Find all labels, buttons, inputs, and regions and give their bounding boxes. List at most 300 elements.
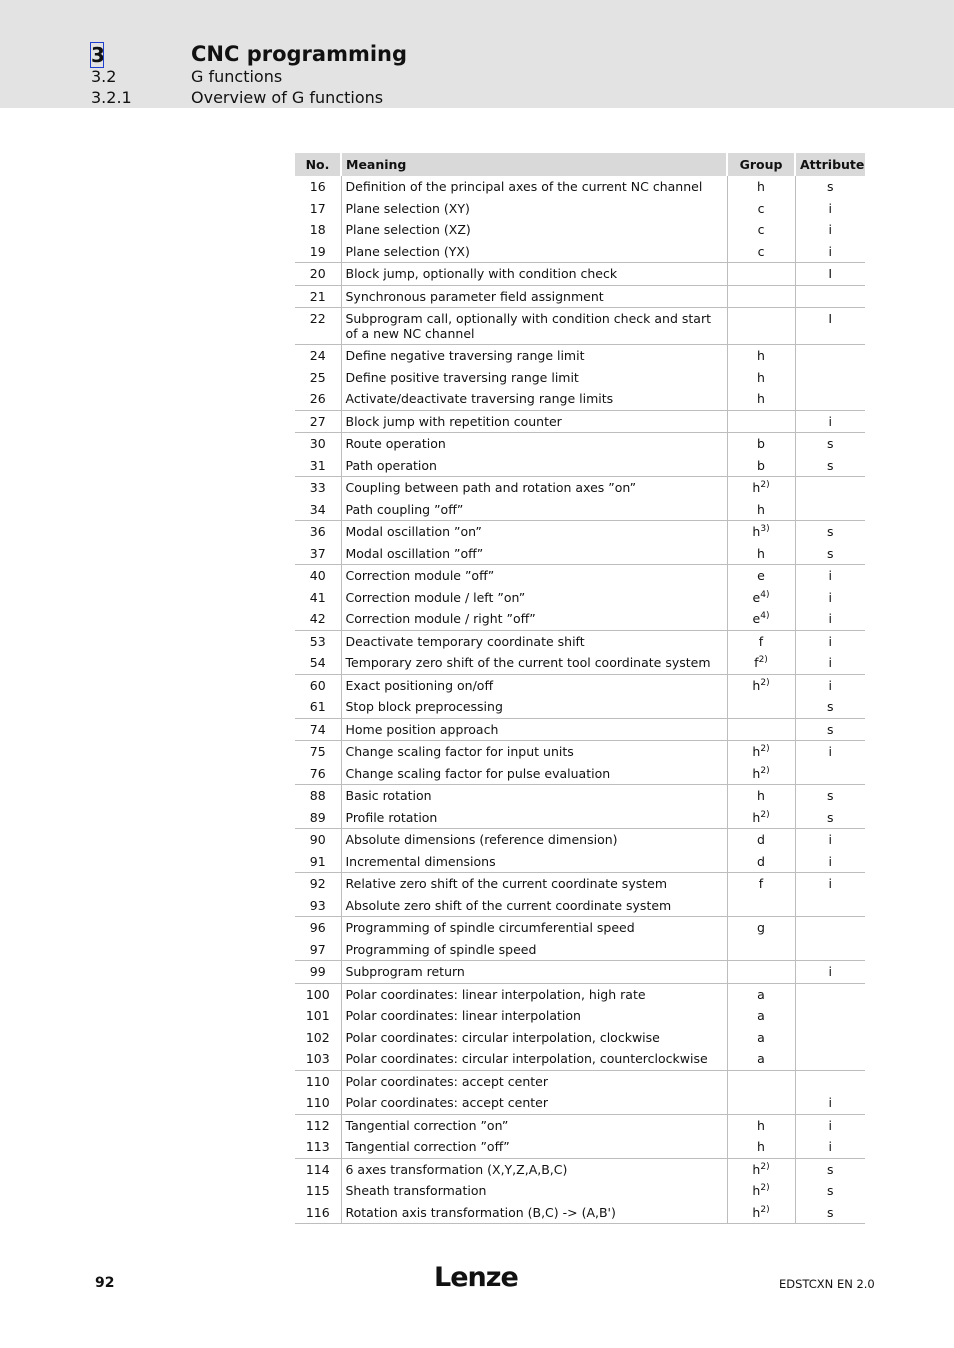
attribute-cell	[795, 1136, 865, 1158]
attribute-cell	[795, 1005, 865, 1027]
group-cell	[727, 433, 795, 455]
meaning-cell	[341, 241, 727, 263]
g-number-cell-text: 100	[305, 986, 330, 1002]
group-cell	[727, 587, 795, 609]
footnote-marker: 2)	[760, 479, 770, 490]
table-row	[295, 895, 865, 917]
meaning-cell	[341, 873, 727, 895]
table-row	[295, 1092, 865, 1114]
meaning-cell-text: Synchronous parameter field assignment	[345, 288, 604, 304]
group-cell-text: f	[758, 633, 764, 649]
g-number-cell	[295, 367, 341, 389]
group-cell-text: h	[752, 1204, 761, 1220]
g-number-cell-text: 90	[309, 832, 326, 847]
group-cell	[727, 565, 795, 587]
meaning-cell	[341, 674, 727, 696]
attribute-cell-text: i	[828, 568, 832, 583]
document-code: EDSTCXN EN 2.0	[779, 1277, 875, 1291]
footnote-marker: 4)	[760, 589, 770, 600]
g-number-cell	[295, 345, 341, 367]
meaning-cell-text: Polar coordinates: accept center	[345, 1073, 548, 1089]
group-cell-text: f	[754, 655, 759, 670]
attribute-cell	[795, 696, 865, 718]
attribute-cell	[795, 1114, 865, 1136]
meaning-cell	[341, 543, 727, 565]
meaning-cell-text: Activate/deactivate traversing range limits	[345, 391, 614, 406]
g-number-cell	[295, 455, 341, 477]
table-row	[295, 388, 865, 410]
g-number-cell	[295, 198, 341, 220]
table-row	[295, 285, 865, 308]
group-cell	[727, 1180, 795, 1202]
attribute-cell	[795, 1158, 865, 1180]
attribute-cell-text: i	[828, 243, 832, 259]
g-number-cell	[295, 696, 341, 718]
meaning-cell-text: Correction module ”off”	[345, 568, 495, 583]
g-number-cell-text: 93	[309, 897, 326, 913]
meaning-cell-text: Subprogram return	[345, 964, 465, 979]
group-cell-text: b	[757, 436, 765, 451]
meaning-cell-text: Plane selection (YX)	[345, 243, 470, 259]
meaning-cell-text: Polar coordinates: accept center	[345, 1095, 548, 1110]
g-number-cell-text: 116	[305, 1204, 330, 1220]
meaning-cell-text: Polar coordinates: circular interpolation, counterclockwise	[345, 1051, 708, 1066]
g-number-cell-text: 53	[309, 633, 326, 649]
attribute-cell	[795, 939, 865, 961]
g-number-cell-text: 30	[309, 436, 326, 451]
attribute-cell-text: i	[828, 964, 832, 979]
table-row	[295, 873, 865, 895]
group-cell-text: h	[752, 677, 761, 693]
g-number-cell-text: 110	[305, 1095, 330, 1110]
meaning-cell-text: 6 axes transformation (X,Y,Z,A,B,C)	[345, 1161, 568, 1177]
g-number-cell	[295, 1048, 341, 1070]
g-number-cell	[295, 1202, 341, 1224]
meaning-cell-text: Polar coordinates: circular interpolation, clockwise	[345, 1029, 660, 1045]
g-number-cell-text: 37	[309, 545, 326, 561]
g-number-cell	[295, 873, 341, 895]
meaning-cell-text: Rotation axis transformation (B,C) -> (A,B')	[345, 1204, 616, 1220]
g-number-cell-text: 113	[305, 1139, 330, 1154]
g-number-cell-text: 42	[309, 611, 326, 626]
meaning-cell-text: Exact positioning on/off	[345, 677, 494, 693]
attribute-cell-text: I	[828, 311, 833, 326]
group-cell	[727, 499, 795, 521]
meaning-cell	[341, 263, 727, 286]
group-cell	[727, 1114, 795, 1136]
attribute-cell	[795, 219, 865, 241]
g-number-cell-text: 92	[309, 876, 326, 891]
group-cell	[727, 455, 795, 477]
group-cell	[727, 983, 795, 1005]
meaning-cell	[341, 807, 727, 829]
g-number-cell-text: 110	[305, 1073, 330, 1089]
attribute-cell-text: s	[826, 1183, 834, 1198]
meaning-cell	[341, 433, 727, 455]
table-row	[295, 477, 865, 499]
g-number-cell	[295, 652, 341, 674]
attribute-cell	[795, 176, 865, 198]
group-cell	[727, 176, 795, 198]
table-body	[295, 176, 865, 1224]
attribute-cell	[795, 1070, 865, 1092]
group-cell	[727, 1070, 795, 1092]
table-row	[295, 345, 865, 367]
group-cell-text: h	[752, 765, 761, 781]
meaning-cell-text: Definition of the principal axes of the current NC channel	[345, 179, 703, 194]
attribute-cell-text: i	[828, 222, 832, 237]
meaning-cell	[341, 345, 727, 367]
table-row	[295, 543, 865, 565]
table-header-row	[295, 153, 865, 176]
meaning-cell	[341, 1027, 727, 1049]
g-number-cell	[295, 176, 341, 198]
g-number-cell-text: 115	[305, 1183, 330, 1198]
meaning-cell	[341, 1114, 727, 1136]
g-number-cell-text: 112	[305, 1117, 330, 1133]
attribute-cell	[795, 367, 865, 389]
group-cell	[727, 388, 795, 410]
attribute-cell	[795, 477, 865, 499]
g-number-cell-text: 22	[309, 311, 326, 326]
meaning-cell	[341, 652, 727, 674]
meaning-cell-text: Plane selection (XY)	[345, 200, 470, 216]
table-row	[295, 652, 865, 674]
g-number-cell-text: 60	[309, 677, 326, 693]
table-row	[295, 1202, 865, 1224]
subsection-number: 3.2.1	[91, 88, 132, 107]
group-cell-text: h	[757, 1117, 765, 1133]
group-cell-text: a	[757, 1008, 765, 1023]
group-cell	[727, 851, 795, 873]
attribute-cell-text: s	[826, 809, 834, 825]
attribute-cell	[795, 895, 865, 917]
meaning-cell	[341, 983, 727, 1005]
g-number-cell-text: 20	[309, 266, 326, 281]
meaning-cell-text: Programming of spindle circumferential speed	[345, 920, 635, 935]
meaning-cell-text: Define negative traversing range limit	[345, 348, 585, 363]
table-row	[295, 851, 865, 873]
group-cell-text: a	[757, 986, 765, 1002]
meaning-cell-text: Polar coordinates: linear interpolation, high rate	[345, 986, 646, 1002]
attribute-cell	[795, 1092, 865, 1114]
group-cell	[727, 241, 795, 263]
table-row	[295, 1180, 865, 1202]
g-number-cell	[295, 499, 341, 521]
meaning-cell	[341, 763, 727, 785]
g-number-cell	[295, 917, 341, 939]
table-row	[295, 455, 865, 477]
table-row	[295, 587, 865, 609]
group-cell-text: a	[757, 1029, 765, 1045]
column-header-group: Group	[727, 153, 795, 176]
g-number-cell	[295, 1114, 341, 1136]
meaning-cell-text: Programming of spindle speed	[345, 941, 537, 957]
attribute-cell	[795, 983, 865, 1005]
footnote-marker: 2)	[760, 1161, 770, 1172]
group-cell	[727, 263, 795, 286]
g-number-cell	[295, 785, 341, 807]
meaning-cell-text: Block jump, optionally with condition check	[345, 266, 618, 281]
group-cell	[727, 219, 795, 241]
g-number-cell	[295, 1092, 341, 1114]
g-number-cell-text: 99	[309, 964, 326, 979]
meaning-cell	[341, 219, 727, 241]
attribute-cell-text: s	[826, 457, 834, 473]
table-row	[295, 410, 865, 433]
g-number-cell-text: 27	[309, 413, 326, 429]
g-number-cell	[295, 285, 341, 308]
attribute-cell	[795, 741, 865, 763]
g-number-cell-text: 24	[309, 348, 326, 363]
table-row	[295, 630, 865, 652]
column-header-attribute: Attribute	[795, 153, 865, 176]
meaning-cell	[341, 718, 727, 741]
header-band	[0, 0, 954, 108]
table-row	[295, 308, 865, 345]
g-number-cell	[295, 410, 341, 433]
meaning-cell-text: Coupling between path and rotation axes ”on”	[345, 480, 637, 495]
meaning-cell	[341, 939, 727, 961]
meaning-cell-text: Tangential correction ”off”	[345, 1139, 510, 1154]
section-number: 3.2	[91, 67, 117, 86]
g-number-cell	[295, 521, 341, 543]
attribute-cell	[795, 807, 865, 829]
lenze-logo: Lenze	[434, 1262, 518, 1293]
group-cell	[727, 1005, 795, 1027]
attribute-cell-text: s	[826, 545, 834, 561]
attribute-cell-text: s	[826, 1161, 834, 1177]
g-number-cell	[295, 741, 341, 763]
g-number-cell-text: 91	[309, 853, 326, 869]
g-number-cell-text: 89	[309, 809, 326, 825]
g-number-cell	[295, 1136, 341, 1158]
group-cell-text: h	[752, 524, 761, 539]
meaning-cell	[341, 1005, 727, 1027]
meaning-cell-text: Path operation	[345, 457, 437, 473]
group-cell	[727, 718, 795, 741]
meaning-cell	[341, 308, 727, 345]
attribute-cell-text: i	[828, 677, 832, 693]
g-number-cell-text: 21	[309, 288, 326, 304]
table-row	[295, 263, 865, 286]
attribute-cell	[795, 1027, 865, 1049]
g-number-cell-text: 97	[309, 941, 326, 957]
attribute-cell-text: s	[826, 436, 834, 451]
meaning-cell-text: Change scaling factor for pulse evaluation	[345, 765, 611, 781]
table-row	[295, 198, 865, 220]
subsection-title: Overview of G functions	[191, 88, 384, 107]
attribute-cell	[795, 674, 865, 696]
table-row	[295, 1070, 865, 1092]
meaning-cell	[341, 1092, 727, 1114]
table-row	[295, 176, 865, 198]
g-number-cell-text: 114	[305, 1161, 330, 1177]
g-number-cell-text: 36	[309, 524, 326, 539]
group-cell-text: e	[752, 611, 761, 626]
g-number-cell	[295, 807, 341, 829]
meaning-cell-text: Change scaling factor for input units	[345, 744, 574, 759]
g-number-cell	[295, 565, 341, 587]
group-cell-text: c	[757, 222, 765, 237]
g-number-cell-text: 103	[305, 1051, 330, 1066]
meaning-cell	[341, 961, 727, 984]
meaning-cell	[341, 285, 727, 308]
meaning-cell	[341, 1158, 727, 1180]
meaning-cell	[341, 367, 727, 389]
meaning-cell	[341, 477, 727, 499]
footnote-marker: 2)	[760, 743, 770, 754]
meaning-cell	[341, 198, 727, 220]
attribute-cell-text: s	[826, 721, 834, 737]
g-number-cell-text: 16	[309, 179, 326, 194]
attribute-cell-text: s	[826, 788, 834, 803]
attribute-cell	[795, 433, 865, 455]
meaning-cell-text: Absolute dimensions (reference dimension)	[345, 832, 618, 847]
group-cell-text: h	[757, 348, 765, 363]
meaning-cell-text: Block jump with repetition counter	[345, 413, 562, 429]
group-cell-text: h	[757, 545, 765, 561]
group-cell-text: h	[752, 809, 761, 825]
g-number-cell	[295, 241, 341, 263]
meaning-cell-text: Define positive traversing range limit	[345, 369, 579, 385]
table-row	[295, 785, 865, 807]
g-number-cell	[295, 1070, 341, 1092]
group-cell	[727, 785, 795, 807]
section-title: G functions	[191, 67, 283, 86]
attribute-cell	[795, 565, 865, 587]
group-cell-text: d	[757, 832, 765, 847]
attribute-cell-text: i	[828, 633, 832, 649]
group-cell-text: h	[752, 480, 761, 495]
meaning-cell	[341, 741, 727, 763]
meaning-cell	[341, 455, 727, 477]
meaning-cell-text: Incremental dimensions	[345, 853, 496, 869]
group-cell	[727, 829, 795, 851]
meaning-cell	[341, 1180, 727, 1202]
group-cell	[727, 895, 795, 917]
g-number-cell-text: 75	[309, 744, 326, 759]
g-number-cell-text: 17	[309, 200, 326, 216]
g-number-cell-text: 54	[309, 655, 326, 670]
meaning-cell-text: Correction module / right ”off”	[345, 611, 536, 626]
g-number-cell	[295, 829, 341, 851]
g-number-cell	[295, 983, 341, 1005]
group-cell-text: e	[752, 589, 761, 605]
g-number-cell-text: 26	[309, 391, 326, 406]
group-cell-text: h	[752, 1161, 761, 1177]
attribute-cell-text: i	[828, 744, 832, 759]
group-cell	[727, 285, 795, 308]
g-number-cell	[295, 961, 341, 984]
group-cell	[727, 308, 795, 345]
g-number-cell	[295, 308, 341, 345]
meaning-cell-text: Subprogram call, optionally with condition check and start of a new NC channel	[345, 311, 711, 341]
attribute-cell	[795, 263, 865, 286]
group-cell	[727, 1092, 795, 1114]
meaning-cell	[341, 608, 727, 630]
g-number-cell	[295, 543, 341, 565]
chapter-number-link[interactable]: 3	[91, 43, 105, 67]
group-cell	[727, 1136, 795, 1158]
group-cell	[727, 961, 795, 984]
table-row	[295, 1158, 865, 1180]
table-row	[295, 983, 865, 1005]
attribute-cell-text: s	[826, 1204, 834, 1220]
meaning-cell	[341, 499, 727, 521]
attribute-cell	[795, 499, 865, 521]
group-cell-text: h	[757, 501, 765, 517]
g-number-cell	[295, 477, 341, 499]
attribute-cell	[795, 308, 865, 345]
g-number-cell-text: 18	[309, 222, 326, 237]
meaning-cell-text: Modal oscillation ”on”	[345, 524, 482, 539]
table-row	[295, 565, 865, 587]
meaning-cell	[341, 829, 727, 851]
group-cell	[727, 521, 795, 543]
group-cell-text: h	[757, 179, 765, 194]
meaning-cell-text: Temporary zero shift of the current tool coordinate system	[345, 655, 711, 670]
g-number-cell	[295, 851, 341, 873]
group-cell	[727, 1048, 795, 1070]
attribute-cell	[795, 543, 865, 565]
page-number: 92	[95, 1275, 115, 1291]
g-number-cell-text: 41	[309, 589, 326, 605]
g-number-cell	[295, 388, 341, 410]
attribute-cell	[795, 1048, 865, 1070]
footnote-marker: 3)	[760, 523, 770, 534]
group-cell-text: a	[757, 1051, 765, 1066]
g-number-cell-text: 101	[305, 1008, 330, 1023]
attribute-cell	[795, 873, 865, 895]
table-row	[295, 917, 865, 939]
g-number-cell-text: 76	[309, 765, 326, 781]
g-number-cell-text: 34	[309, 501, 326, 517]
table-row	[295, 741, 865, 763]
footnote-marker: 4)	[760, 610, 770, 621]
attribute-cell-text: i	[828, 1139, 832, 1154]
attribute-cell	[795, 1202, 865, 1224]
group-cell-text: h	[757, 788, 765, 803]
group-cell-text: d	[757, 853, 765, 869]
table-row	[295, 1048, 865, 1070]
meaning-cell-text: Deactivate temporary coordinate shift	[345, 633, 585, 649]
meaning-cell-text: Path coupling ”off”	[345, 501, 464, 517]
group-cell	[727, 345, 795, 367]
table-row	[295, 718, 865, 741]
group-cell-text: c	[757, 200, 765, 216]
attribute-cell-text: i	[828, 200, 832, 216]
group-cell	[727, 198, 795, 220]
meaning-cell-text: Basic rotation	[345, 788, 432, 803]
g-number-cell	[295, 608, 341, 630]
group-cell	[727, 1158, 795, 1180]
attribute-cell	[795, 388, 865, 410]
group-cell	[727, 917, 795, 939]
attribute-cell-text: i	[828, 853, 832, 869]
meaning-cell	[341, 917, 727, 939]
group-cell-text: h	[757, 369, 765, 385]
group-cell	[727, 410, 795, 433]
table-row	[295, 939, 865, 961]
attribute-cell	[795, 241, 865, 263]
attribute-cell-text: i	[828, 413, 832, 429]
attribute-cell	[795, 410, 865, 433]
g-number-cell	[295, 1158, 341, 1180]
meaning-cell	[341, 1202, 727, 1224]
meaning-cell-text: Polar coordinates: linear interpolation	[345, 1008, 581, 1023]
group-cell	[727, 543, 795, 565]
